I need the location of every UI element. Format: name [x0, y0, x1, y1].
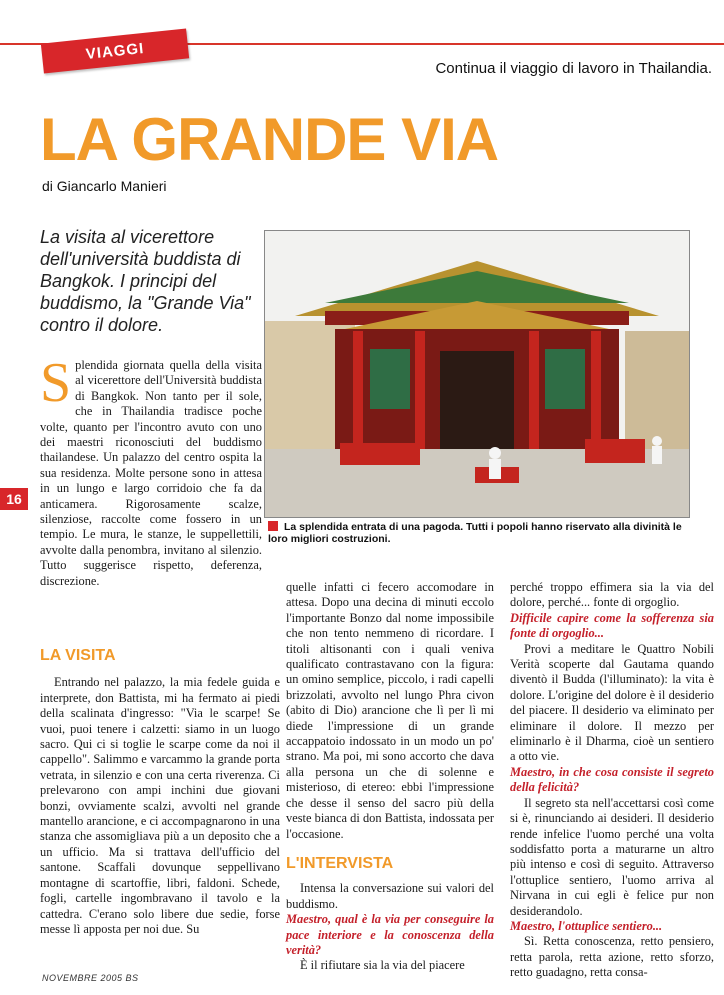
- section-tag: VIAGGI: [41, 28, 189, 73]
- column-3: [510, 580, 714, 981]
- body-paragraph: Provi a meditare le Quattro Nobili Verità scoperte dal Gautama quando diventò il Budda (l'illuminato): la vita è dolore. L'origine del dolore è il desiderio del piacere. Il desiderio va eliminato per eliminare il dolore. Il mezzo per eliminarlo è il Dharma, cioè un sentiero a otto vie.: [510, 641, 714, 764]
- photo-caption: [268, 521, 698, 545]
- kicker-text: Continua il viaggio di lavoro in Thailandia.: [435, 60, 712, 77]
- lead-paragraph: [40, 352, 262, 589]
- interview-question: Maestro, in che cosa consiste il segreto della felicità?: [510, 764, 714, 795]
- page-number: 16: [0, 488, 28, 510]
- column-1: [40, 648, 280, 937]
- article-title: LA GRANDE VIA: [40, 106, 499, 173]
- section-heading-visita: LA VISITA: [40, 647, 116, 664]
- pagoda-illustration: [265, 231, 689, 517]
- column-2: [286, 580, 494, 974]
- interview-question: Maestro, l'ottuplice sentiero...: [510, 918, 663, 933]
- caption-marker: [268, 521, 278, 531]
- article-intro: La visita al vicerettore dell'università buddista di Bangkok. I principi del buddismo, la "Grande Via" contro il dolore.: [40, 227, 251, 335]
- body-paragraph: È il rifiutare sia la via del piacere: [300, 958, 465, 973]
- pagoda-photo: [264, 230, 690, 518]
- page-footer: NOVEMBRE 2005 BS: [42, 973, 139, 983]
- body-paragraph: Entrando nel palazzo, la mia fedele guida e interprete, don Battista, mi ha fermato ai piedi della scalinata d'ingresso: "Via le scarpe! Se vuoi, puoi tenere i calzetti: siamo in un luogo sacro. Qui ci si toglie le scarpe come da noi il cappello". Salimmo e varcammo la grande porta vetrata, in silenzio e con una certa riverenza. Ci prelevarono con ampi inchini due giovani bonzi, ovviamente scalzi, avvolti nel grande mantello arancione, e ci accompagnarono in una stanza che assomigliava più a un deposito che a un ufficio. Ma si trattava dell'ufficio del santone. Scaffali dovunque seppellivano montagne di scartoffie, libri, faldoni. Schede, fogli, cartelle ingombravano il tavolo e la cattedra. C'erano solo libere due sedie, forse messe lì apposta per noi due. Su: [40, 675, 280, 936]
- body-paragraph: Sì. Retta conoscenza, retto pensiero, retta parola, retta azione, retto sforzo, retto guadagno, retta consa-: [510, 934, 714, 980]
- drop-cap: S: [40, 352, 72, 414]
- body-paragraph: perché troppo effimera sia la via del dolore, perché... fonte di orgoglio.: [510, 580, 714, 610]
- interview-question: Maestro, qual è la via per conseguire la pace interiore e la conoscenza della verità?: [286, 912, 494, 957]
- body-paragraph: quelle infatti ci fecero accomodare in attesa. Dopo una decina di minuti eccolo l'importante Bonzo dal nome impossibile che non tento nemmeno di ricordare. I titoli altisonanti con i quali veniva qualificato contrastavano con la figura: un omino semplice, piccolo, i radi capelli brizzolati, avvolto nel lungo Phra civon (abito di Dio) arancione che lì per lì mi diede l'impressione di un grande accappatoio indossato in un modo un po' strano. Ma poi, mi sono accorto che dava alla persona un che di solenne e misterioso, di etereo: ebbi l'impressione che desse il senso del sacro più della veste bianca di don Battista, indossata per l'occasione.: [286, 580, 494, 841]
- caption-text: La splendida entrata di una pagoda. Tutti i popoli hanno riservato alla divinità le loro migliori costruzioni.: [268, 521, 682, 545]
- body-paragraph: Intensa la conversazione sui valori del buddismo.: [286, 881, 494, 911]
- body-paragraph: Il segreto sta nell'accettarsi così come si è, rinunciando ai desideri. Il desiderio rende infelice l'uomo perché una volta soddisfatto porta a maturarne un altro più intenso e così di seguito. Attraverso l'ottuplice sentiero, l'uomo arriva al Nirvana in cui egli è felice pur non desiderandolo.: [510, 795, 714, 918]
- lead-text: plendida giornata quella della visita al vicerettore dell'Università buddista di Bangkok. Non tanto per il sole, che in Thailandia tradisce poche volte, quanto per l'incontro avuto con uno dei maestri riconosciuti del buddismo thailandese. Un palazzo del centro ospita la sua residenza. Molte persone sono in attesa in un lungo e largo corridoio che fa da anticamera. Rigorosamente scalze, silenziose, raccolte come fossero in un tempio. Le mura, le stanze, le suppellettili, avvolte dalla penombra, invitano al silenzio. Tutto suggerisce rispetto, deferenza, discrezione.: [40, 358, 262, 588]
- article-author: di Giancarlo Manieri: [42, 178, 167, 194]
- interview-question: Difficile capire come la sofferenza sia fonte di orgoglio...: [510, 610, 714, 641]
- section-heading-intervista: L'INTERVISTA: [286, 854, 394, 872]
